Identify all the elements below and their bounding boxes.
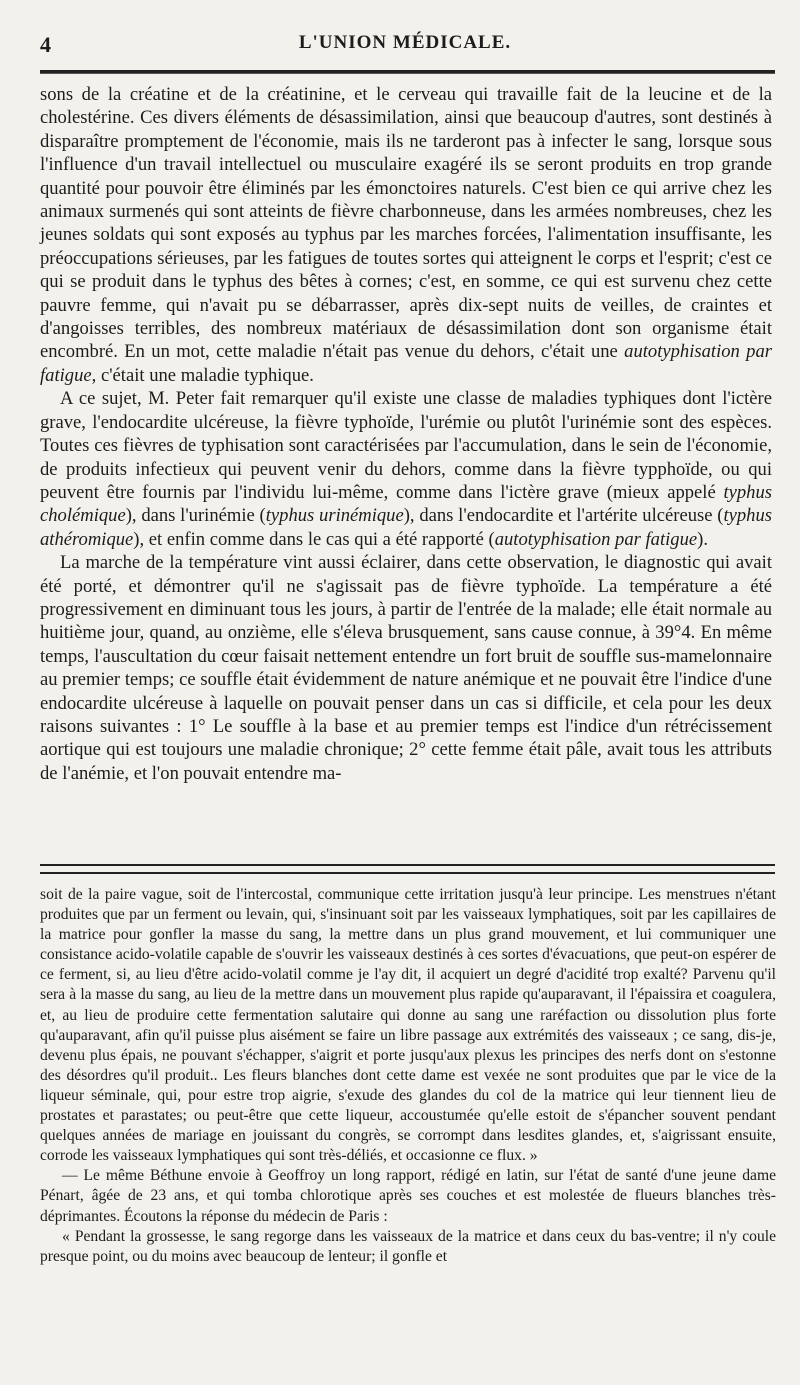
paragraph: « Pendant la grossesse, le sang regorge dans les vaisseaux de la matrice et dans ceux du bas-ventre; il n'y coule presque point, ou du moins avec beaucoup de lenteur; il gonfle et: [40, 1227, 776, 1265]
feuilleton-divider: [40, 864, 775, 874]
header-rule: [40, 70, 775, 74]
paragraph: A ce sujet, M. Peter fait remarquer qu'il existe une classe de maladies typhiques dont l'ictère grave, l'endocardite ulcéreuse, la fièvre typhoïde, l'urémie ou plutôt l'urinémie sont des espèces. Toutes ces fièvres de typhisation sont caractérisées par l'accumulation, dans le sein de l'économie, de produits infectieux qui peuvent venir du dehors, comme dans la fièvre typphoïde, ou qui peuvent être fournis par l'individu lui-même, comme dans l'ictère grave (mieux appelé typhus cholémique), dans l'urinémie (typhus urinémique), dans l'endocardite et l'artérite ulcéreuse (typhus athéromique), et enfin comme dans le cas qui a été rapporté (autotyphisation par fatigue).: [40, 388, 772, 550]
feuilleton-article: [40, 885, 776, 1267]
page-header: [40, 30, 770, 60]
running-title: L'UNION MÉDICALE.: [298, 32, 512, 53]
paragraph: La marche de la température vint aussi éclairer, dans cette observation, le diagnostic qui avait été porté, et démontrer qu'il ne s'agissait pas de fièvre typhoïde. La température a été progressivement en diminuant tous les jours, à partir de l'entrée de la malade; elle était normale au huitième jour, quand, au onzième, elle s'éleva brusquement, sans cause connue, à 39°4. En même temps, l'auscultation du cœur faisait nettement entendre un fort bruit de souffle sus-mamelonnaire au premier temps; ce souffle était évidemment de nature anémique et ne pouvait être l'indice d'une endocardite ulcéreuse à laquelle on pouvait penser dans un cas si difficile, et cela pour les deux raisons suivantes : 1° Le souffle à la base et au premier temps est l'indice d'un rétrécissement aortique qui est toujours une maladie chronique; 2° cette femme était pâle, avait tous les attributs de l'anémie, et l'on pouvait entendre ma-: [40, 552, 772, 784]
paragraph: soit de la paire vague, soit de l'intercostal, communique cette irritation jusqu'à leur principe. Les menstrues n'étant produites que par un ferment ou levain, qui, s'insinuant soit par les vaisseaux lymphatiques, soit par les capillaires de la matrice pour gonfler la masse du sang, la mettre dans un plus grand mouvement, et lui communiquer une consistance acido-volatile capable de s'ouvrir les vaisseaux destinés à ces sortes d'évacuations, que peut-on espérer de ce ferment, si, au lieu d'être acido-volatil comme je l'ay dit, il acquiert un degré d'acidité trop exalté? Parvenu qu'il sera à la masse du sang, au lieu de la mettre dans un mouvement plus rapide qu'auparavant, il l'épaissira et coagulera, et, au lieu de produire cette fermentation salutaire qui donne au sang une raréfaction ou dissolution plus forte qu'auparavant, afin qu'il puisse plus aisément se faire un libre passage aux extrémités des vaisseaux ; ce sang, dis-je, devenu plus épais, ne pouvant s'échapper, s'aigrit et porte jusqu'aux plexus les principes des nerfs dont on s'estonne des désordres qu'il produit.. Les fleurs blanches dont cette dame est vexée ne sont produites que par le vice de la liqueur séminale, qui, pour estre trop aigrie, s'exude des glandes du col de la matrice qui leur tiennent lieu de prostates et parastates; ou peut-être que cette liqueur, accoustumée qu'elle estoit de s'épancher souvent pendant quelques années de mariage en jouissant du congrès, se corrompt dans lesdites glandes, et, s'aigrissant ensuite, corrode les vaisseaux lymphatiques qui sont très-déliés, et occasionne ce flux. »: [40, 886, 776, 1165]
paragraph: sons de la créatine et de la créatinine, et le cerveau qui travaille fait de la leucine et de la cholestérine. Ces divers éléments de désassimilation, ainsi que beaucoup d'autres, sont destinés à disparaître promptement de l'économie, mais ils ne tarderont pas à infecter le sang, lorsque sous l'influence d'un travail intellectuel ou musculaire exagéré ils se seront produits en trop grande quantité pour pouvoir être éliminés par les émonctoires naturels. C'est bien ce qui arrive chez les animaux surmenés qui sont atteints de fièvre charbonneuse, dans les armées nombreuses, chez les jeunes soldats qui sont exposés au typhus par les marches forcées, l'alimentation insuffisante, les préoccupations sérieuses, par les fatigues de toutes sortes qui atteignent le corps et l'esprit; c'est ce qui se produit dans le typhus des bêtes à cornes; c'est, en somme, ce qui est survenu chez cette pauvre femme, qui n'avait pu se débarrasser, après dix-sept nuits de veilles, de craintes et d'angoisses terribles, des nombreux matériaux de désassimilation dont son organisme était encombré. En un mot, cette maladie n'était pas venue du dehors, c'était une autotyphisation par fatigue, c'était une maladie typhique.: [40, 84, 772, 386]
paragraph: — Le même Béthune envoie à Geoffroy un long rapport, rédigé en latin, sur l'état de santé d'une jeune dame Pénart, âgée de 23 ans, et qui tomba chlorotique après ses couches et est molestée de flueurs blanches très-déprimantes. Écoutons la réponse du médecin de Paris :: [40, 1167, 776, 1225]
main-article: [40, 83, 772, 785]
page-number: 4: [40, 32, 51, 57]
